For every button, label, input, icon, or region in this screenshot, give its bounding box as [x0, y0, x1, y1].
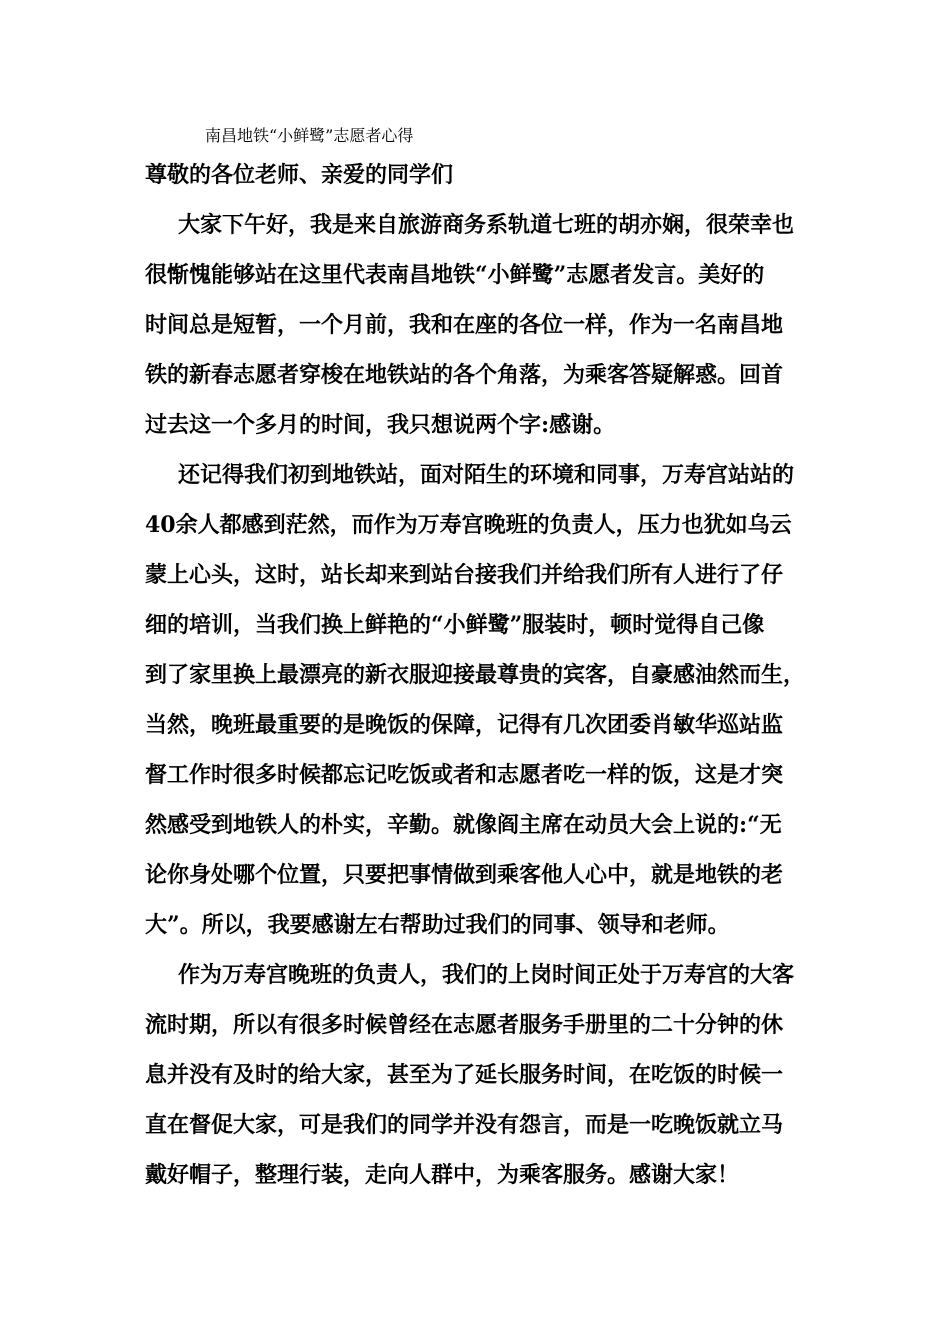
paragraph-line: 作为万寿宫晚班的负责人，我们的上岗时间正处于万寿宫的大客	[178, 962, 795, 988]
paragraph-line: 论你身处哪个位置，只要把事情做到乘客他人心中，就是地铁的老	[145, 862, 784, 888]
paragraph-line: 直在督促大家，可是我们的同学并没有怨言，而是一吃晚饭就立马	[145, 1112, 784, 1138]
paragraph-line: 然感受到地铁人的朴实，辛勤。就像阎主席在动员大会上说的:“无	[145, 812, 782, 838]
paragraph-line: 流时期，所以有很多时候曾经在志愿者服务手册里的二十分钟的休	[145, 1012, 784, 1038]
paragraph-line: 息并没有及时的给大家，甚至为了延长服务时间，在吃饭的时候一	[145, 1062, 784, 1088]
paragraph-line: 过去这一个多月的时间，我只想说两个字:感谢。	[145, 412, 616, 438]
paragraph-line: 还记得我们初到地铁站，面对陌生的环境和同事，万寿宫站站的	[178, 462, 795, 488]
paragraph-line: 很惭愧能够站在这里代表南昌地铁“小鲜鹭”志愿者发言。美好的	[145, 262, 765, 288]
paragraph-line: 当然，晚班最重要的是晚饭的保障，记得有几次团委肖敏华巡站监	[145, 712, 784, 738]
paragraph-line: 细的培训，当我们换上鲜艳的“小鲜鹭”服装时，顿时觉得自己像	[145, 612, 765, 638]
paragraph-line: 戴好帽子，整理行装，走向人群中，为乘客服务。感谢大家！	[145, 1162, 740, 1188]
paragraph-line: 铁的新春志愿者穿梭在地铁站的各个角落，为乘客答疑解惑。回首	[145, 362, 784, 388]
document-title: 南昌地铁“小鲜鹭”志愿者心得	[205, 126, 414, 145]
salutation: 尊敬的各位老师、亲爱的同学们	[145, 162, 454, 188]
paragraph-line: 时间总是短暂，一个月前，我和在座的各位一样，作为一名南昌地	[145, 312, 784, 338]
paragraph-line: 40余人都感到茫然，而作为万寿宫晚班的负责人，压力也犹如乌云	[145, 512, 792, 538]
paragraph-line: 大家下午好，我是来自旅游商务系轨道七班的胡亦娴，很荣幸也	[178, 212, 795, 238]
paragraph-line: 督工作时很多时候都忘记吃饭或者和志愿者吃一样的饭，这是才突	[145, 762, 784, 788]
paragraph-line: 到了家里换上最漂亮的新衣服迎接最尊贵的宾客，自豪感油然而生，	[145, 662, 806, 688]
paragraph-line: 蒙上心头，这时，站长却来到站台接我们并给我们所有人进行了仔	[145, 562, 784, 588]
paragraph-line: 大”。所以，我要感谢左右帮助过我们的同事、领导和老师。	[145, 912, 730, 938]
